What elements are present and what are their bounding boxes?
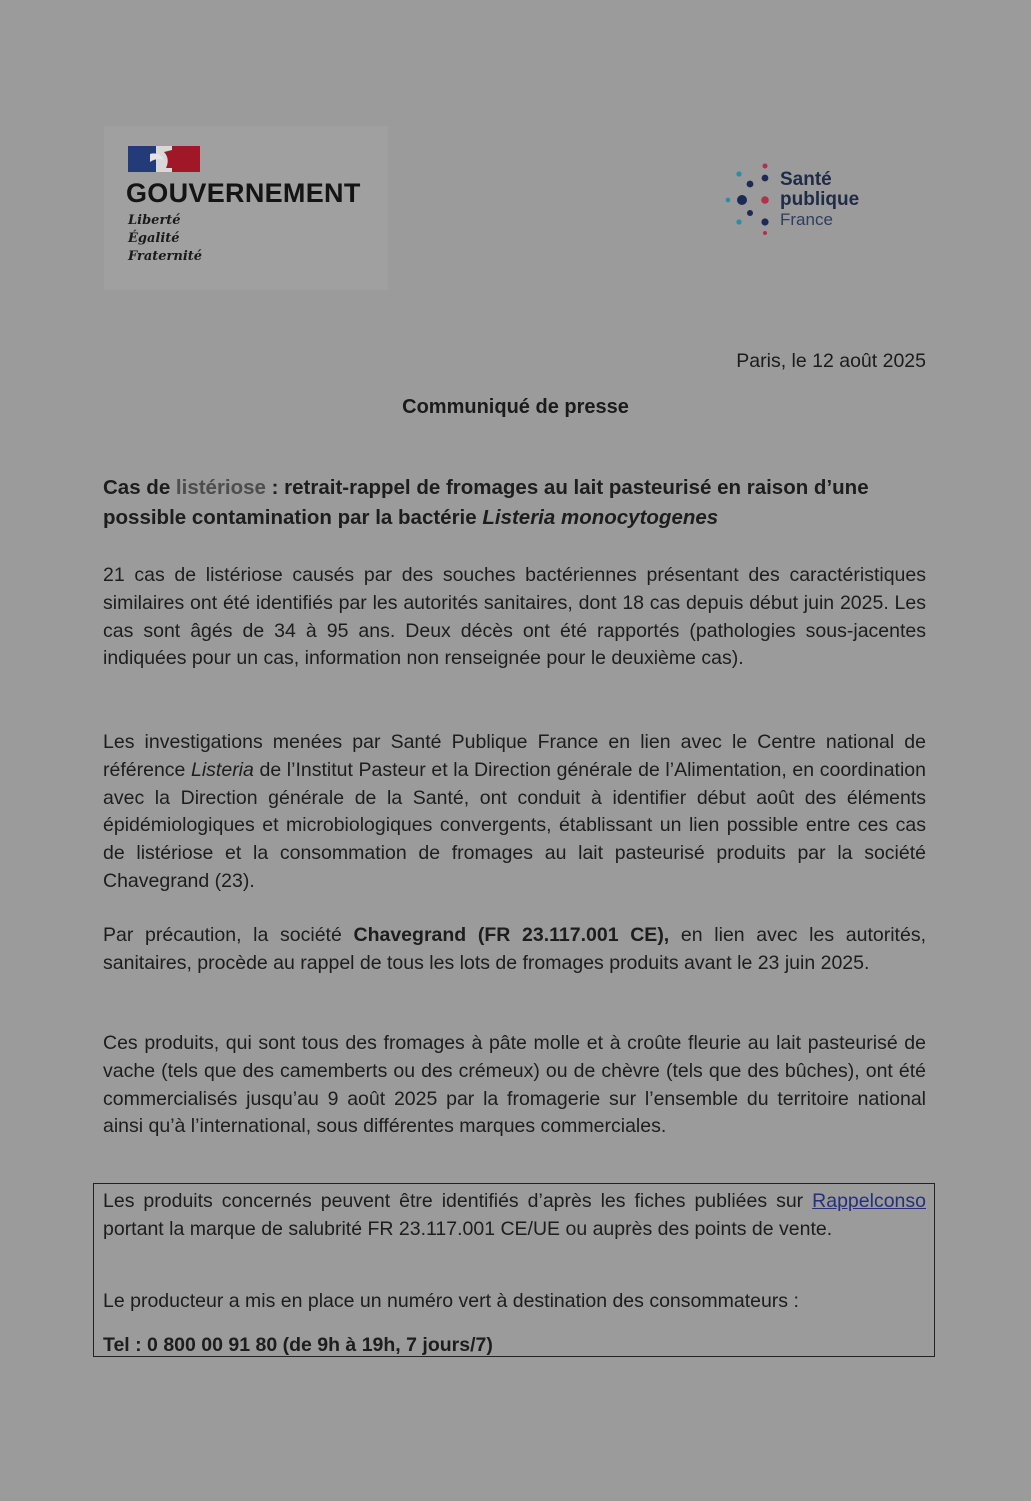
box-products-info: [103, 1188, 926, 1244]
press-release-date: Paris, le 12 août 2025: [736, 350, 926, 372]
p2-text-c: de l’Institut Pasteur et la Direction générale de l’Alimentation, en coordination avec la Direction générale de la Santé, ont conduit à identifier début août des éléments épidémiologiques et microbiologiques convergents, établissant un lien possible entre ces cas de listériose et la consommation de fromages au lait pasteurisé produits par la société Chavegrand (23).: [103, 758, 926, 892]
motto-egalite: Égalité: [128, 231, 180, 246]
p3-company: Chavegrand (FR 23.117.001 CE),: [353, 924, 670, 946]
paragraph-recall: [103, 922, 926, 978]
b1-text-a: Les produits concernés peuvent être identifiés d’après les fiches publiées sur: [103, 1190, 813, 1212]
headline-part3: : retrait-rappel de fromages au lait pasteurisé en raison d’une possible contamination par la bactérie: [103, 476, 869, 529]
spf-molecule-icon: [722, 158, 778, 238]
p2-text-b: Listeria: [191, 758, 254, 781]
box-hotline-info: Le producteur a mis en place un numéro vert à destination des consommateurs :: [103, 1290, 799, 1312]
document-type: Communiqué de presse: [402, 396, 629, 418]
headline-part1: Cas de: [103, 476, 176, 499]
box-phone-number: Tel : 0 800 00 91 80 (de 9h à 19h, 7 jours/7): [103, 1334, 493, 1356]
spf-line-publique: publique: [780, 189, 860, 210]
p2-text-a: Les investigations menées par Santé Publique France en lien avec le Centre national de référence: [103, 731, 926, 781]
b1-text-b: portant la marque de salubrité FR 23.117.001 CE/UE ou auprès des points de vente.: [103, 1217, 833, 1240]
consumer-info-box: [93, 1183, 935, 1357]
government-title: GOUVERNEMENT: [126, 178, 361, 208]
spf-line-france: France: [780, 210, 833, 229]
headline-part4: Listeria monocytogenes: [482, 506, 719, 529]
headline-part2: listériose: [175, 476, 266, 499]
motto-fraternite: Fraternité: [128, 249, 203, 264]
republic-motto: [128, 212, 202, 266]
spf-line-sante: Santé: [780, 169, 832, 190]
headline: [103, 473, 926, 533]
paragraph-products: Ces produits, qui sont tous des fromages à pâte molle et à croûte fleurie au lait pasteurisé de vache (tels que des camemberts ou des crémeux) ou de chèvre (tels que des bûches), ont été commercialisés jusqu’au 9 août 2025 par la fromagerie sur l’ensemble du territoire national ainsi qu’à l’international, sous différentes marques commerciales.: [103, 1032, 926, 1138]
p3-text-a: Par précaution, la société: [103, 924, 354, 946]
marianne-flag-icon: [128, 146, 200, 172]
rappelconso-link[interactable]: Rappelconso: [812, 1190, 926, 1212]
sante-publique-france-logo: [722, 158, 872, 238]
spf-wordmark: [780, 170, 859, 230]
p3-text-c: en lien avec les autorités, sanitaires, procède au rappel de tous les lots de fromages produits avant le 23 juin 2025.: [103, 924, 926, 974]
motto-liberte: Liberté: [128, 213, 181, 228]
paragraph-cases: 21 cas de listériose causés par des souches bactériennes présentant des caractéristiques similaires ont été identifiés par les autorités sanitaires, dont 18 cas depuis début juin 2025. Les cas sont âgés de 34 à 95 ans. Deux décès ont été rapportés (pathologies sous-jacentes indiquées pour un cas, information non renseignée pour le deuxième cas).: [103, 564, 926, 670]
paragraph-investigations: [103, 729, 926, 896]
government-logo: [104, 126, 388, 290]
